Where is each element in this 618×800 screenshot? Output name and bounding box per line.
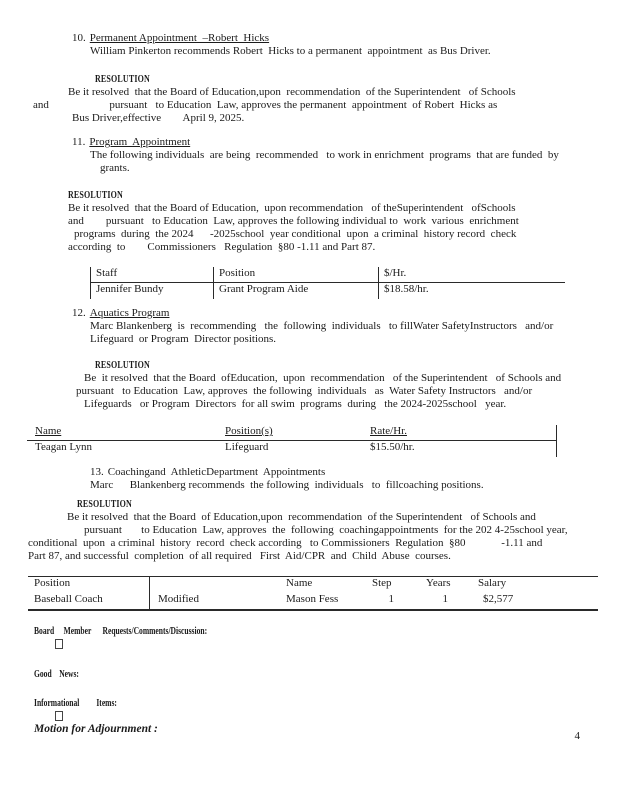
item-12-resolution-line: pursuant to Education Law, approves the following individuals as Water Safety Instructors and/or <box>76 385 533 397</box>
table-header-cell <box>528 577 598 593</box>
good-news-label: Good News: <box>34 669 79 680</box>
table-cell: Lifeguard <box>225 441 269 453</box>
item-11-resolution-line: Be it resolved that the Board of Education, upon recommendation of theSuperintendent ofSchools <box>68 202 516 214</box>
aquatics-table <box>27 425 557 457</box>
table-cell <box>528 593 598 609</box>
item-11-heading <box>72 136 600 149</box>
table-cell: Mason Fess <box>286 593 339 605</box>
item-13-title: Coachingand AthleticDepartment Appointments <box>107 466 326 478</box>
item-10-body: William Pinkerton recommends Robert Hicks to a permanent appointment as Bus Driver. <box>90 45 491 57</box>
resolution-label: RESOLUTION <box>68 190 123 201</box>
item-10-resolution-line: Bus Driver,effective April 9, 2025. <box>72 112 245 124</box>
table-header-cell: $/Hr. <box>378 267 565 283</box>
item-12-number: 12. <box>72 307 86 319</box>
informational-items-label: Informational Items: <box>34 698 117 709</box>
empty-box-icon <box>55 711 63 721</box>
table-header-cell <box>150 577 258 593</box>
resolution-label: RESOLUTION <box>95 74 150 85</box>
item-11-number: 11. <box>72 136 86 148</box>
document-content <box>28 32 600 736</box>
item-13-body: Marc Blankenberg recommends the following individuals to fillcoaching positions. <box>90 479 484 491</box>
table-header-cell: Salary <box>478 577 507 589</box>
item-12-body: Lifeguard or Program Director positions. <box>90 333 277 345</box>
item-13-resolution-label-row <box>77 498 600 511</box>
item-13-resolution-line: pursuant to Education Law, approves the following coachingappointments for the 202 4-25school year, <box>84 524 568 536</box>
table-header-cell: Step <box>372 577 392 589</box>
table-cell: $2,577 <box>483 593 514 605</box>
table-cell: $18.58/hr. <box>378 283 565 299</box>
item-12-resolution-label-row <box>95 359 600 372</box>
item-13-heading <box>90 466 600 479</box>
table-cell: Baseball Coach <box>28 593 150 609</box>
item-13-resolution-line: conditional upon a criminal history record check according to Commissioners Regulation §80 -1.11 and <box>28 537 543 549</box>
table-header-cell: Staff <box>90 267 213 283</box>
table-header-cell: Name <box>27 425 217 441</box>
informational-bullet-row <box>55 710 600 723</box>
table-header-cell: Rate/Hr. <box>362 425 556 441</box>
page-number: 4 <box>574 730 580 742</box>
coaching-table <box>28 576 598 611</box>
item-11-title: Program Appointment <box>89 136 191 148</box>
table-header-cell: Position(s) <box>217 425 362 441</box>
item-12-resolution-line: Lifeguards or Program Directors for all swim programs during the 2024-2025school year. <box>84 398 507 410</box>
item-11-resolution-line: programs during the 2024 -2025school year conditional upon a criminal history record check <box>74 228 517 240</box>
item-12-title: Aquatics Program <box>89 307 170 319</box>
empty-box-icon <box>55 639 63 649</box>
table-cell: Modified <box>158 593 199 605</box>
item-12-resolution-line: Be it resolved that the Board ofEducation, upon recommendation of the Superintendent of Schools and <box>84 372 562 384</box>
item-10-title: Permanent Appointment –Robert Hicks <box>89 32 270 44</box>
staff-table <box>90 267 565 299</box>
board-member-bullet-row <box>55 638 600 651</box>
item-13-number: 13. <box>90 466 104 478</box>
resolution-label: RESOLUTION <box>95 360 150 371</box>
table-cell: Grant Program Aide <box>213 283 378 299</box>
item-10-heading <box>72 32 600 45</box>
item-12-body: Marc Blankenberg is recommending the following individuals to fillWater SafetyInstructors and/or <box>90 320 554 332</box>
item-11-body: The following individuals are being recommended to work in enrichment programs that are funded by <box>90 149 559 161</box>
item-11-body: grants. <box>100 162 130 174</box>
table-header-cell: Years <box>426 577 451 589</box>
table-cell: 1 <box>388 593 394 605</box>
item-10-resolution-label-row <box>95 73 600 86</box>
table-cell: 1 <box>442 593 448 605</box>
table-header-cell: Position <box>28 577 150 593</box>
table-cell: Teagan Lynn <box>35 441 92 453</box>
table-cell: $15.50/hr. <box>370 441 415 453</box>
table-header-cell: Position <box>213 267 378 283</box>
item-12-heading <box>72 307 600 320</box>
item-11-resolution-label-row <box>68 189 600 202</box>
table-header-cell: Name <box>286 577 313 589</box>
item-11-resolution-line: and pursuant to Education Law, approves the following individual to work various enrichment <box>68 215 519 227</box>
item-11-resolution-line: according to Commissioners Regulation §80 -1.11 and Part 87. <box>68 241 376 253</box>
item-10-resolution-line: Be it resolved that the Board of Education,upon recommendation of the Superintendent of Schools <box>68 86 516 98</box>
item-13-resolution-line: Part 87, and successful completion of all required First Aid/CPR and Child Abuse courses. <box>28 550 451 562</box>
item-10-resolution-line: and pursuant to Education Law, approves the permanent appointment of Robert Hicks as <box>33 99 498 111</box>
board-member-requests-label: Board Member Requests/Comments/Discussion: <box>34 626 208 637</box>
item-13-resolution-line: Be it resolved that the Board of Education,upon recommendation of the Superintendent of Schools and <box>67 511 536 523</box>
table-cell: Jennifer Bundy <box>90 283 213 299</box>
resolution-label: RESOLUTION <box>77 499 132 510</box>
motion-for-adjournment-label: Motion for Adjournment : <box>34 723 158 735</box>
item-10-number: 10. <box>72 32 86 44</box>
